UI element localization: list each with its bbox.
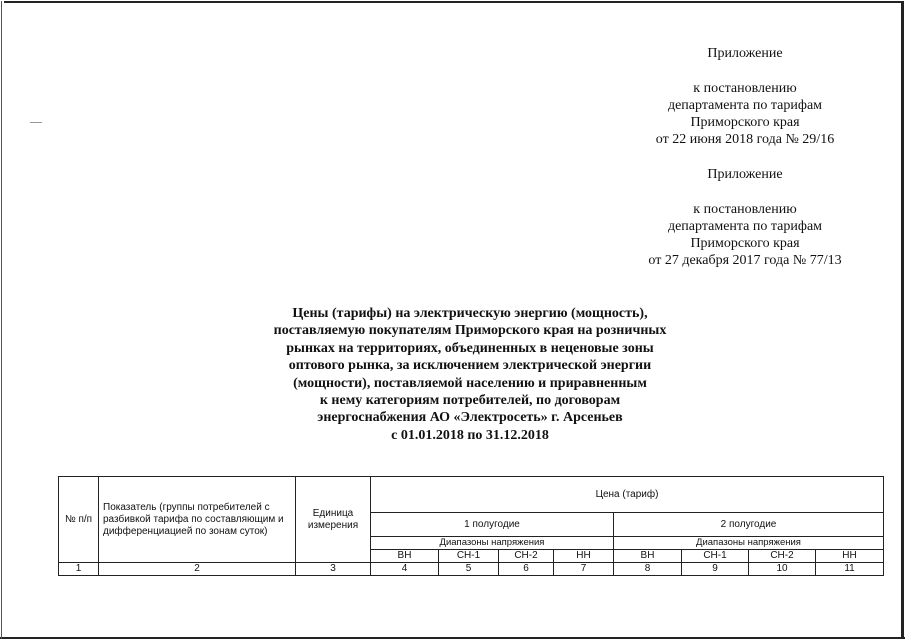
annex-heading: Приложение bbox=[707, 46, 783, 61]
title-line: рынках на территориях, объединенных в неценовые зоны bbox=[286, 340, 654, 356]
header-unit: Единица измерения bbox=[296, 477, 371, 563]
column-index: 7 bbox=[554, 563, 614, 576]
header-voltage-vn: ВН bbox=[614, 550, 682, 563]
header-voltage-vn: ВН bbox=[371, 550, 439, 563]
header-voltage-nn: НН bbox=[816, 550, 884, 563]
column-index: 4 bbox=[371, 563, 439, 576]
header-voltage-sn1: СН-1 bbox=[439, 550, 499, 563]
column-index: 11 bbox=[816, 563, 884, 576]
annex-line: к постановлению bbox=[693, 202, 797, 217]
document-title bbox=[210, 305, 730, 444]
header-voltage-nn: НН bbox=[554, 550, 614, 563]
header-voltage-ranges-2: Диапазоны напряжения bbox=[614, 537, 884, 550]
header-voltage-ranges-1: Диапазоны напряжения bbox=[371, 537, 614, 550]
annex-line: к постановлению bbox=[693, 81, 797, 96]
annex-heading: Приложение bbox=[707, 167, 783, 182]
title-line: с 01.01.2018 по 31.12.2018 bbox=[391, 427, 549, 443]
page-border-left bbox=[1, 1, 2, 639]
header-price: Цена (тариф) bbox=[371, 477, 884, 513]
column-index: 9 bbox=[682, 563, 749, 576]
annex-line: департамента по тарифам bbox=[667, 219, 823, 234]
title-line: (мощности), поставляемой населению и приравненным bbox=[293, 375, 647, 391]
column-index: 5 bbox=[439, 563, 499, 576]
column-index: 6 bbox=[499, 563, 554, 576]
scan-artifact bbox=[30, 122, 42, 123]
header-voltage-sn1: СН-1 bbox=[682, 550, 749, 563]
title-line: Цены (тарифы) на электрическую энергию (мощность), bbox=[292, 306, 648, 321]
title-line: к нему категориям потребителей, по договорам bbox=[319, 393, 621, 409]
annex-line: департамента по тарифам bbox=[667, 98, 823, 113]
page-border-top bbox=[4, 1, 901, 3]
page-border-right bbox=[901, 1, 904, 639]
table-row bbox=[59, 563, 884, 576]
header-indicator: Показатель (группы потребителей с разбивкой тарифа по составляющим и дифференциацией по зонам суток) bbox=[99, 477, 296, 563]
header-number: № п/п bbox=[59, 477, 99, 563]
header-half-2: 2 полугодие bbox=[614, 513, 884, 537]
tariff-table bbox=[58, 476, 884, 576]
title-line: энергоснабжения АО «Электросеть» г. Арсеньев bbox=[317, 410, 623, 426]
annex-line: Приморского края bbox=[690, 236, 800, 251]
title-line: оптового рынка, за исключением электрической энергии bbox=[288, 358, 652, 374]
annex-block-2 bbox=[600, 166, 890, 269]
column-index: 3 bbox=[296, 563, 371, 576]
annex-line: от 27 декабря 2017 года № 77/13 bbox=[648, 253, 842, 268]
column-index: 1 bbox=[59, 563, 99, 576]
column-index: 10 bbox=[749, 563, 816, 576]
header-voltage-sn2: СН-2 bbox=[499, 550, 554, 563]
annex-line: от 22 июня 2018 года № 29/16 bbox=[655, 132, 835, 147]
column-index: 8 bbox=[614, 563, 682, 576]
title-line: поставляемую покупателям Приморского края на розничных bbox=[273, 323, 667, 339]
header-voltage-sn2: СН-2 bbox=[749, 550, 816, 563]
annex-line: Приморского края bbox=[690, 115, 800, 130]
column-index: 2 bbox=[99, 563, 296, 576]
annex-block-1 bbox=[600, 45, 890, 148]
header-half-1: 1 полугодие bbox=[371, 513, 614, 537]
page-border-bottom bbox=[0, 637, 905, 639]
